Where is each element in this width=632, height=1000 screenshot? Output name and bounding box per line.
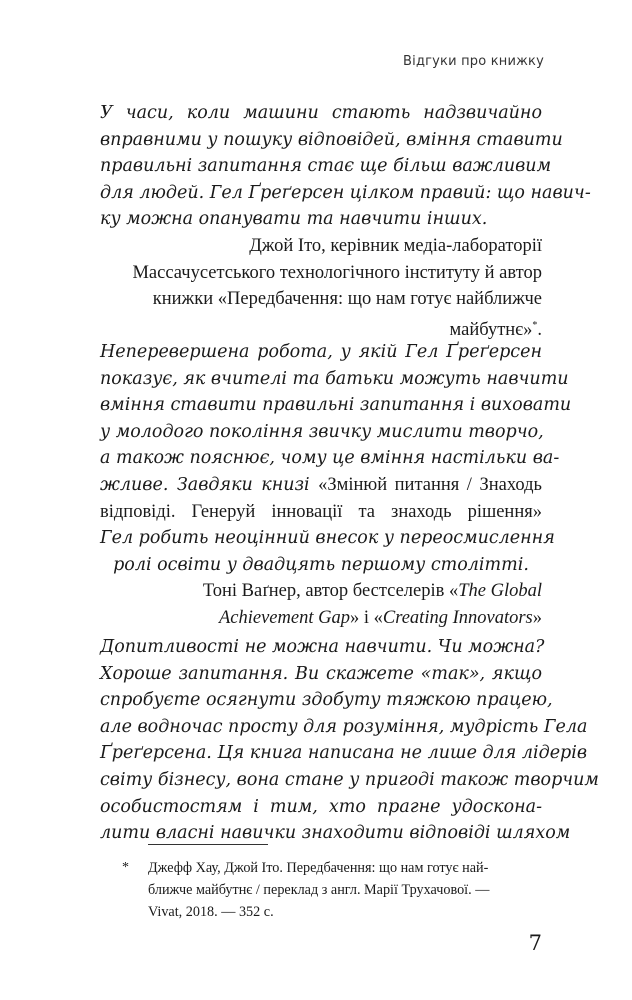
- quote-line: особистостям і тим, хто прагне удоскона-: [100, 796, 542, 817]
- footnote-reference[interactable]: *: [532, 319, 538, 331]
- quote-line: Гел робить неоцінний внесок у переосмислення: [100, 528, 555, 549]
- quote-line: Допитливості не можна навчити. Чи можна?: [100, 637, 545, 657]
- quote-text: жливе. Завдяки книзі: [100, 474, 310, 495]
- quote-line: а також пояснює, чому це вміння настільки ва-: [100, 448, 560, 469]
- book-title: «Змінюй питання / Знаходь: [318, 474, 542, 495]
- quote-line: Ґреґерсена. Ця книга написана не лише для лідерів: [100, 743, 588, 764]
- quote-line: у молодого покоління звичку мислити творчо,: [100, 421, 544, 442]
- attribution-line: [100, 605, 542, 632]
- running-head: Відгуки про книжку: [403, 54, 544, 69]
- quote-line: лити власні навички знаходити відповіді шляхом: [100, 823, 571, 844]
- quote-joi-ito: [100, 100, 591, 340]
- quote-line: вміння ставити правильні запитання і виховати: [100, 395, 572, 416]
- quote-line: спробуєте осягнути здобуту тяжкою працею,: [100, 690, 553, 711]
- footnote-line: Vivat, 2018. — 352 с.: [148, 904, 274, 920]
- footnote-line: Джефф Хау, Джой Іто. Передбачення: що нам готує най-: [148, 860, 489, 876]
- quote-line: [100, 472, 542, 499]
- attribution-text: майбутнє»: [449, 319, 533, 340]
- attribution-line: книжки «Передбачення: що нам готує найближче: [152, 289, 542, 310]
- quote-line: ролі освіти у двадцять першому столітті.: [113, 554, 529, 575]
- quote-line: У часи, коли машини стають надзвичайно: [100, 103, 542, 123]
- quote-line: для людей. Гел Ґреґерсен цілком правий: що навич-: [100, 182, 591, 203]
- footnote: [122, 857, 542, 923]
- attribution-text: Тоні Ваґнер, автор бестселерів «: [202, 581, 459, 602]
- quote-line: правильні запитання стає ще більш важливим: [100, 156, 552, 177]
- attribution-line: Массачусетського технологічного інституту й автор: [132, 262, 542, 283]
- attribution-text: »: [532, 607, 542, 628]
- quote-line: показує, як вчителі та батьки можуть навчити: [100, 368, 569, 389]
- book-title: Achievement Gap: [218, 607, 350, 628]
- quote-curiosity: [100, 634, 599, 847]
- attribution-text: » і «: [349, 607, 383, 628]
- quote-line: Хороше запитання. Ви скажете «так», якщо: [100, 663, 542, 684]
- page-number: 7: [528, 931, 542, 955]
- quote-line: але водночас просту для розуміння, мудрість Гела: [100, 716, 588, 737]
- book-title: The Global: [458, 581, 542, 602]
- footnote-line: ближче майбутнє / переклад з англ. Марії Трухачової. —: [148, 882, 490, 898]
- quote-line: вправними у пошуку відповідей, вміння ставити: [100, 129, 563, 150]
- footnote-mark: *: [122, 860, 129, 875]
- quote-line: світу бізнесу, вона стане у пригоді також творчим: [100, 769, 599, 790]
- footnote-divider: [148, 844, 268, 845]
- attribution-line: майбутнє»*.: [449, 319, 542, 340]
- quote-line: Неперевершена робота, у якій Гел Ґреґерсен: [100, 342, 542, 362]
- book-title: Creating Innovators: [382, 607, 533, 628]
- attribution-line: Джой Іто, керівник медіа-лабораторії: [249, 235, 542, 256]
- quote-tony-wagner: [100, 339, 572, 632]
- attribution-line: [100, 578, 542, 605]
- book-title-line: відповіді. Генеруй інновації та знаходь рішення»: [100, 501, 542, 522]
- quote-line: ку можна опанувати та навчити інших.: [100, 209, 488, 230]
